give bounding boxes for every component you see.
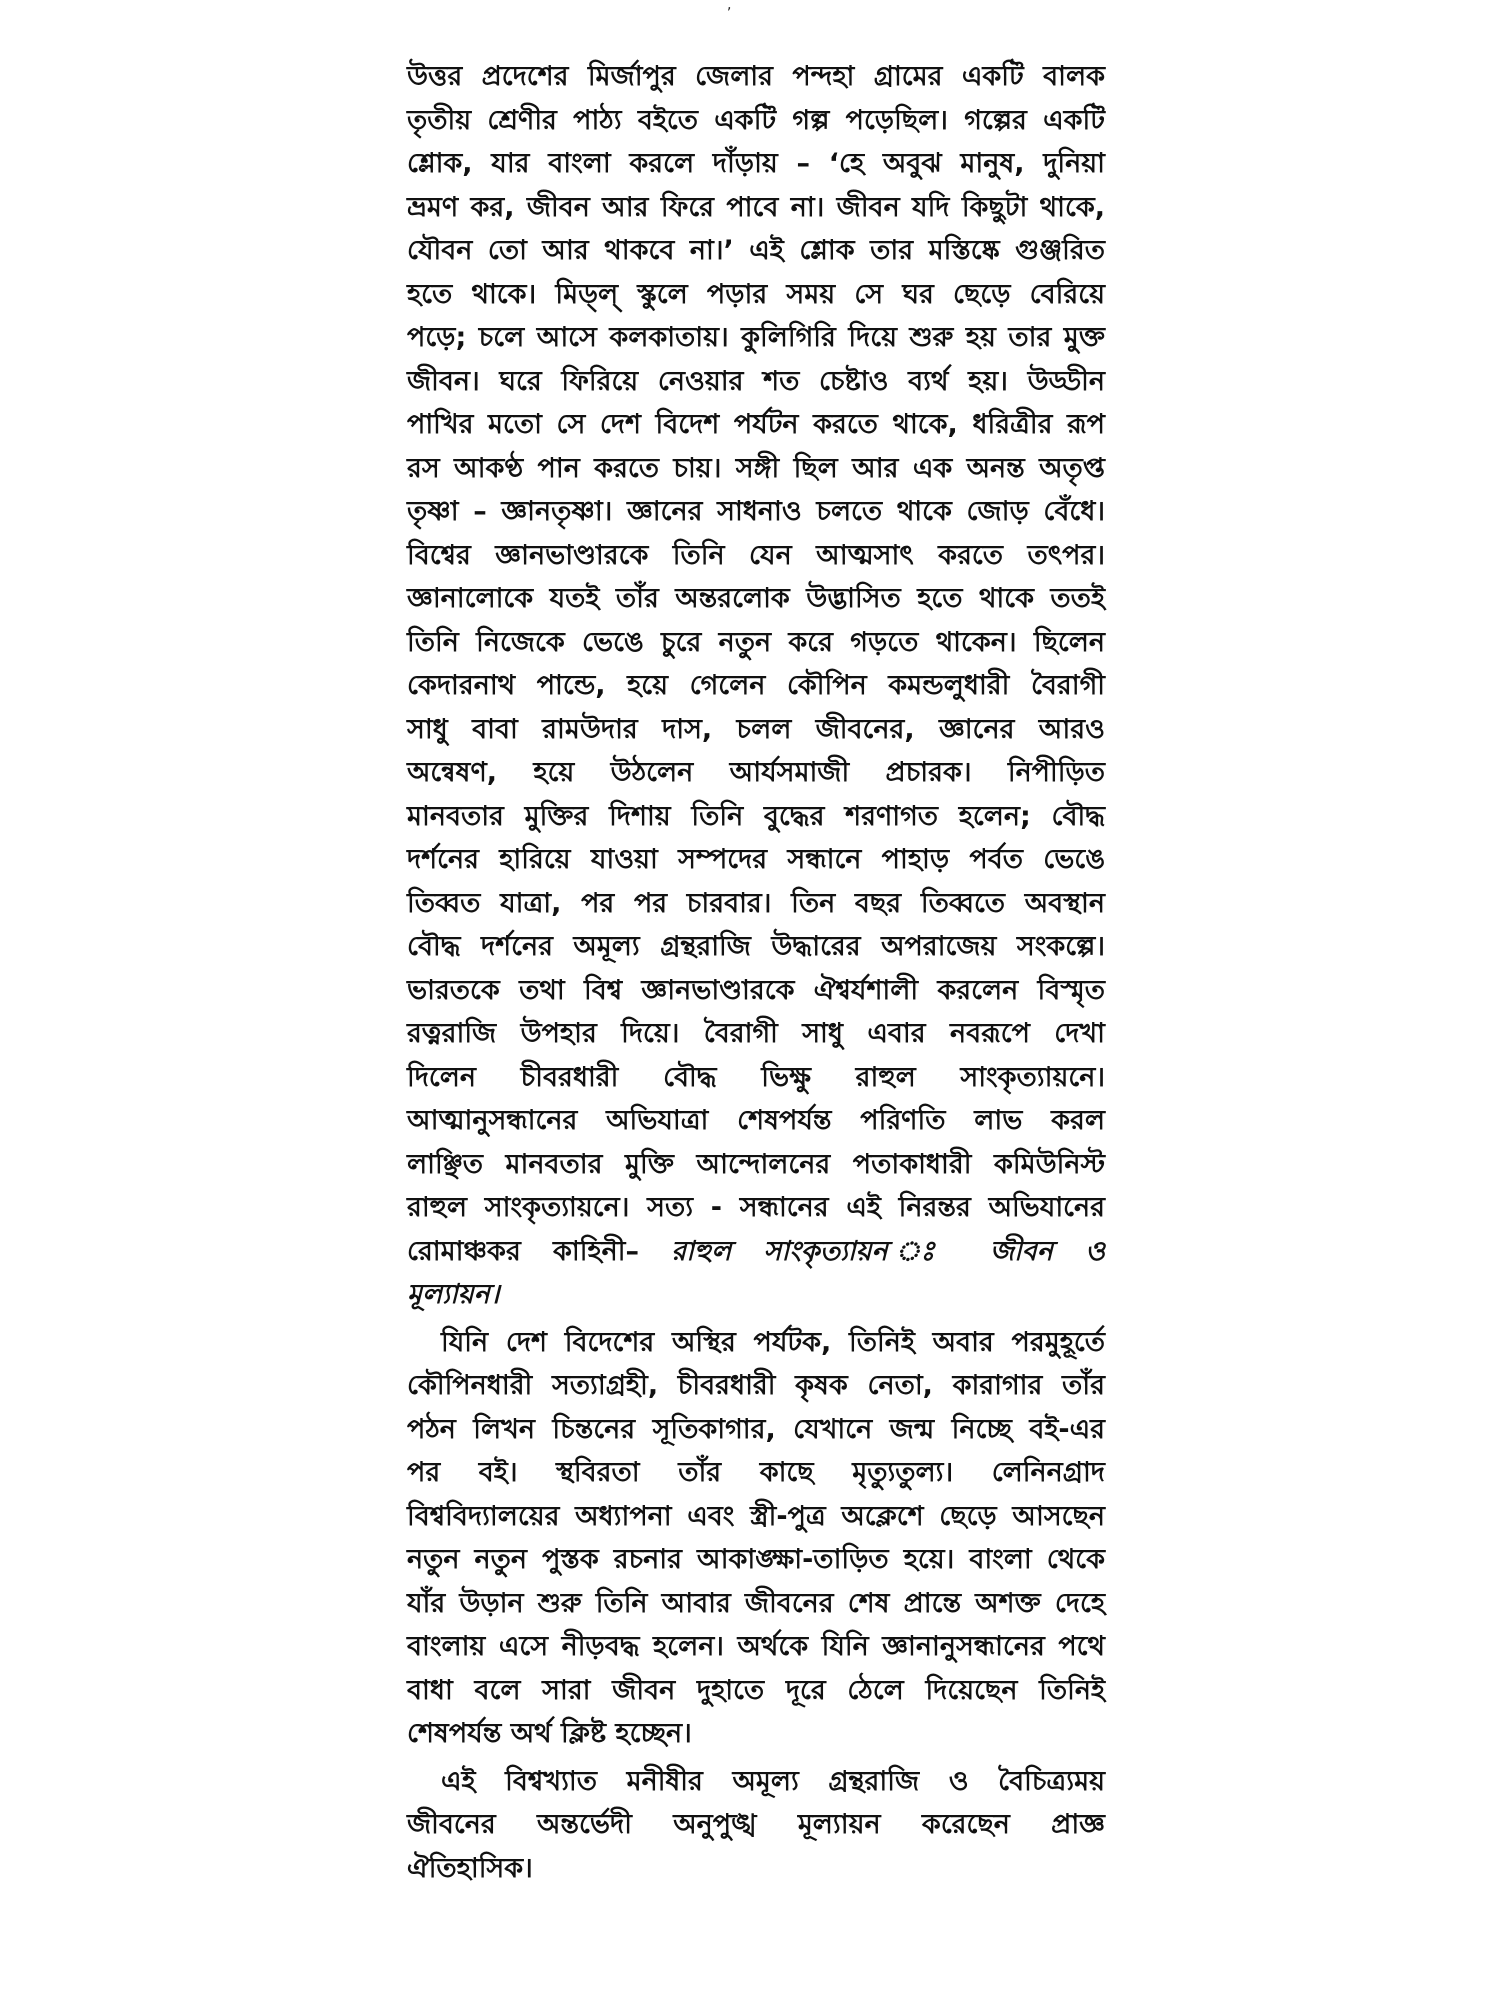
text-line: যাঁর উড়ান শুরু তিনি আবার জীবনের শেষ প্রান্তে অশক্ত দেহে bbox=[407, 1587, 1105, 1619]
text-line: লাঞ্ছিত মানবতার মুক্তি আন্দোলনের পতাকাধারী কমিউনিস্ট bbox=[407, 1148, 1105, 1180]
text-line: হতে থাকে। মিড্‌ল্‌ স্কুলে পড়ার সময় সে ঘর ছেড়ে বেরিয়ে bbox=[407, 278, 1105, 310]
text-line: তিব্বত যাত্রা, পর পর চারবার। তিন বছর তিব্বতে অবস্থান bbox=[407, 887, 1105, 919]
text-line: রত্নরাজি উপহার দিয়ে। বৈরাগী সাধু এবার নবরূপে দেখা bbox=[407, 1018, 1105, 1049]
book-title-italic-end: মূল্যায়ন। bbox=[407, 1279, 500, 1310]
text-line: পঠন লিখন চিন্তনের সূতিকাগার, যেখানে জন্ম নিচ্ছে বই-এর bbox=[407, 1413, 1105, 1445]
text-line: মানবতার মুক্তির দিশায় তিনি বুদ্ধের শরণাগত হলেন; বৌদ্ধ bbox=[407, 800, 1105, 832]
text-line: উত্তর প্রদেশের মির্জাপুর জেলার পন্দহা গ্রামের একটি বালক bbox=[407, 61, 1105, 92]
text-line: দিলেন চীবরধারী বৌদ্ধ ভিক্ষু রাহুল সাংকৃত্যায়নে। bbox=[407, 1061, 1105, 1093]
text-line: পাখির মতো সে দেশ বিদেশ পর্যটন করতে থাকে, ধরিত্রীর রূপ bbox=[407, 409, 1105, 440]
text-line: এই বিশ্বখ্যাত মনীষীর অমূল্য গ্রন্থরাজি ও বৈচিত্র্যময় bbox=[441, 1765, 1105, 1797]
text-line: বিশ্ববিদ্যালয়ের অধ্যাপনা এবং স্ত্রী-পুত্র অক্লেশে ছেড়ে আসছেন bbox=[407, 1500, 1105, 1532]
text-line: কৌপিনধারী সত্যাগ্রহী, চীবরধারী কৃষক নেতা, কারাগার তাঁর bbox=[407, 1370, 1105, 1401]
text-line: জীবনের অন্তর্ভেদী অনুপুঙ্খ মূল্যায়ন করেছেন প্রাজ্ঞ bbox=[407, 1809, 1105, 1840]
text-line: তিনি নিজেকে ভেঙে চুরে নতুন করে গড়তে থাকেন। ছিলেন bbox=[407, 626, 1105, 658]
paragraph-3 bbox=[407, 1760, 1105, 1891]
text-line: পর বই। স্থবিরতা তাঁর কাছে মৃত্যুতুল্য। লেনিনগ্রাদ bbox=[407, 1457, 1105, 1488]
top-page-mark: , bbox=[727, 0, 732, 13]
text-line: পড়ে; চলে আসে কলকাতায়। কুলিগিরি দিয়ে শুরু হয় তার মুক্ত bbox=[407, 322, 1105, 353]
body-text bbox=[407, 55, 1105, 1890]
text-line: রস আকণ্ঠ পান করতে চায়। সঙ্গী ছিল আর এক অনন্ত অতৃপ্ত bbox=[407, 452, 1105, 484]
text-line: ঐতিহাসিক। bbox=[407, 1852, 533, 1884]
text-line: ভারতকে তথা বিশ্ব জ্ঞানভাণ্ডারকে ঐশ্বর্যশালী করলেন বিস্মৃত bbox=[407, 974, 1105, 1006]
text-line: সাধু বাবা রামউদার দাস, চলল জীবনের, জ্ঞানের আরও bbox=[407, 713, 1105, 745]
text-line: তৃষ্ণা – জ্ঞানতৃষ্ণা। জ্ঞানের সাধনাও চলতে থাকে জোড় বেঁধে। bbox=[407, 496, 1105, 527]
text-line: নতুন নতুন পুস্তক রচনার আকাঙ্ক্ষা-তাড়িত হয়ে। বাংলা থেকে bbox=[407, 1544, 1105, 1575]
text-line: জীবন। ঘরে ফিরিয়ে নেওয়ার শত চেষ্টাও ব্যর্থ হয়। উড্ডীন bbox=[407, 365, 1105, 397]
text-line: কেদারনাথ পান্ডে, হয়ে গেলেন কৌপিন কমন্ডলুধারী বৈরাগী bbox=[407, 670, 1105, 701]
text-line: শেষপর্যন্ত অর্থ ক্লিষ্ট হচ্ছেন। bbox=[407, 1718, 692, 1749]
closing-plain-text: রোমাঞ্চকর কাহিনী– bbox=[407, 1235, 639, 1267]
text-line: ভ্রমণ কর, জীবন আর ফিরে পাবে না। জীবন যদি কিছুটা থাকে, bbox=[407, 191, 1105, 223]
text-line: যৌবন তো আর থাকবে না।’ এই শ্লোক তার মস্তিষ্কে গুঞ্জরিত bbox=[407, 235, 1105, 266]
text-line: যিনি দেশ বিদেশের অস্থির পর্যটক, তিনিই অবার পরমুহূর্তে bbox=[441, 1326, 1105, 1358]
text-line: জ্ঞানালোকে যতই তাঁর অন্তরলোক উদ্ভাসিত হতে থাকে ততই bbox=[407, 583, 1105, 614]
text-line: তৃতীয় শ্রেণীর পাঠ্য বইতে একটি গল্প পড়েছিল। গল্পের একটি bbox=[407, 104, 1105, 136]
text-line: দর্শনের হারিয়ে যাওয়া সম্পদের সন্ধানে পাহাড় পর্বত ভেঙে bbox=[407, 844, 1105, 875]
text-line: বাংলায় এসে নীড়বদ্ধ হলেন। অর্থকে যিনি জ্ঞানানুসন্ধানের পথে bbox=[407, 1631, 1105, 1662]
text-line: বিশ্বের জ্ঞানভাণ্ডারকে তিনি যেন আত্মসাৎ করতে তৎপর। bbox=[407, 539, 1105, 571]
text-line: বাধা বলে সারা জীবন দুহাতে দূরে ঠেলে দিয়েছেন তিনিই bbox=[407, 1674, 1105, 1706]
book-title-italic: রাহুল সাংকৃত্যায়ন ঃ জীবন ও bbox=[671, 1235, 1105, 1267]
text-line: রাহুল সাংকৃত্যায়নে। সত্য - সন্ধানের এই নিরন্তর অভিযানের bbox=[407, 1192, 1105, 1223]
paragraph-2 bbox=[407, 1321, 1105, 1756]
paragraph-1 bbox=[407, 55, 1105, 1317]
text-line: শ্লোক, যার বাংলা করলে দাঁড়ায় – ‘হে অবুঝ মানুষ, দুনিয়া bbox=[407, 148, 1105, 179]
text-line: অন্বেষণ, হয়ে উঠলেন আর্যসমাজী প্রচারক। নিপীড়িত bbox=[407, 757, 1105, 788]
text-line: বৌদ্ধ দর্শনের অমূল্য গ্রন্থরাজি উদ্ধারের অপরাজেয় সংকল্পে। bbox=[407, 931, 1105, 962]
text-line: আত্মানুসন্ধানের অভিযাত্রা শেষপর্যন্ত পরিণতি লাভ করল bbox=[407, 1105, 1105, 1136]
text-line-closing bbox=[407, 1230, 1105, 1274]
